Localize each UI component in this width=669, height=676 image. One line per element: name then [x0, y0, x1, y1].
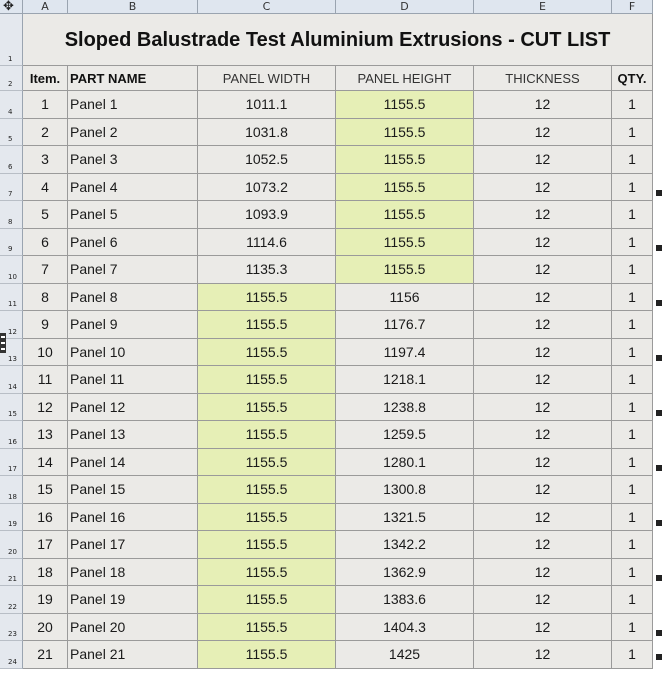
item-cell[interactable]: 13 — [23, 421, 68, 449]
panel-width-cell[interactable]: 1155.5 — [198, 531, 336, 559]
row-number: 4 — [8, 107, 13, 116]
row-number: 9 — [8, 245, 13, 253]
item-cell[interactable]: 1 — [23, 91, 68, 119]
qty-cell[interactable]: 1 — [612, 641, 653, 669]
row-header[interactable] — [0, 476, 23, 504]
item-cell[interactable]: 5 — [23, 201, 68, 229]
panel-height-cell[interactable]: 1300.8 — [336, 476, 474, 504]
thickness-cell[interactable]: 12 — [474, 119, 612, 147]
item-cell[interactable]: 10 — [23, 339, 68, 367]
qty-cell[interactable]: 1 — [612, 421, 653, 449]
part-name-cell[interactable]: Panel 2 — [68, 119, 198, 147]
header-part-name: PART NAME — [68, 66, 198, 91]
panel-width-cell[interactable]: 1073.2 — [198, 174, 336, 202]
panel-width-cell[interactable]: 1155.5 — [198, 586, 336, 614]
item-cell[interactable]: 14 — [23, 449, 68, 477]
item-cell[interactable]: 2 — [23, 119, 68, 147]
table-title: Sloped Balustrade Test Aluminium Extrusions - CUT LIST — [23, 14, 653, 66]
row-number: 1 — [8, 55, 13, 63]
row-header[interactable] — [0, 449, 23, 477]
panel-width-cell[interactable]: 1155.5 — [198, 614, 336, 642]
row-number: 14 — [8, 382, 17, 391]
thickness-cell[interactable]: 12 — [474, 641, 612, 669]
panel-height-cell[interactable]: 1155.5 — [336, 201, 474, 229]
item-cell[interactable]: 17 — [23, 531, 68, 559]
right-margin — [653, 14, 669, 672]
panel-width-cell[interactable]: 1155.5 — [198, 394, 336, 422]
thickness-cell[interactable]: 12 — [474, 394, 612, 422]
row-header[interactable] — [0, 119, 23, 147]
qty-cell[interactable]: 1 — [612, 284, 653, 312]
row-number: 16 — [8, 437, 17, 446]
item-cell[interactable]: 11 — [23, 366, 68, 394]
header-qty: QTY. — [612, 66, 653, 91]
qty-cell[interactable]: 1 — [612, 311, 653, 339]
row-header[interactable] — [0, 284, 23, 312]
thickness-cell[interactable]: 12 — [474, 284, 612, 312]
panel-height-cell[interactable]: 1155.5 — [336, 174, 474, 202]
panel-width-cell[interactable]: 1155.5 — [198, 284, 336, 312]
thickness-cell[interactable]: 12 — [474, 586, 612, 614]
part-name-cell[interactable]: Panel 4 — [68, 174, 198, 202]
part-name-cell[interactable]: Panel 9 — [68, 311, 198, 339]
row-header[interactable] — [0, 586, 23, 614]
panel-width-cell[interactable]: 1155.5 — [198, 559, 336, 587]
panel-height-cell[interactable]: 1197.4 — [336, 339, 474, 367]
row-marker-icon — [656, 355, 662, 361]
thickness-cell[interactable]: 12 — [474, 531, 612, 559]
row-marker-icon — [656, 410, 662, 416]
panel-height-cell[interactable]: 1362.9 — [336, 559, 474, 587]
column-header-d[interactable]: D — [336, 0, 474, 14]
row-header[interactable] — [0, 229, 23, 257]
row-number: 24 — [8, 657, 17, 666]
panel-width-cell[interactable]: 1031.8 — [198, 119, 336, 147]
item-cell[interactable]: 9 — [23, 311, 68, 339]
row-number: 10 — [8, 272, 17, 281]
thickness-cell[interactable]: 12 — [474, 201, 612, 229]
row-number: 20 — [8, 547, 17, 556]
row-number: 12 — [8, 327, 17, 336]
row-markers — [653, 14, 669, 672]
item-cell[interactable]: 6 — [23, 229, 68, 257]
part-name-cell[interactable]: Panel 3 — [68, 146, 198, 174]
item-cell[interactable]: 18 — [23, 559, 68, 587]
table-move-handle[interactable] — [0, 0, 23, 14]
thickness-cell[interactable]: 12 — [474, 146, 612, 174]
thickness-cell[interactable]: 12 — [474, 559, 612, 587]
row-marker-icon — [656, 630, 662, 636]
part-name-cell[interactable]: Panel 20 — [68, 614, 198, 642]
part-name-cell[interactable]: Panel 12 — [68, 394, 198, 422]
qty-cell[interactable]: 1 — [612, 366, 653, 394]
item-cell[interactable]: 4 — [23, 174, 68, 202]
panel-width-cell[interactable]: 1114.6 — [198, 229, 336, 257]
item-cell[interactable]: 20 — [23, 614, 68, 642]
part-name-cell[interactable]: Panel 7 — [68, 256, 198, 284]
row-number: 13 — [8, 355, 17, 363]
part-name-cell[interactable]: Panel 14 — [68, 449, 198, 477]
qty-cell[interactable]: 1 — [612, 531, 653, 559]
panel-height-cell[interactable]: 1176.7 — [336, 311, 474, 339]
qty-cell[interactable]: 1 — [612, 229, 653, 257]
panel-width-cell[interactable]: 1135.3 — [198, 256, 336, 284]
row-number: 23 — [8, 630, 17, 638]
qty-cell[interactable]: 1 — [612, 449, 653, 477]
row-header[interactable] — [0, 394, 23, 422]
row-number: 18 — [8, 492, 17, 501]
thickness-cell[interactable]: 12 — [474, 174, 612, 202]
row-header[interactable] — [0, 421, 23, 449]
thickness-cell[interactable]: 12 — [474, 229, 612, 257]
panel-height-cell[interactable]: 1383.6 — [336, 586, 474, 614]
row-header[interactable] — [0, 531, 23, 559]
panel-height-cell[interactable]: 1280.1 — [336, 449, 474, 477]
row-header[interactable] — [0, 504, 23, 532]
panel-height-cell[interactable]: 1155.5 — [336, 256, 474, 284]
qty-cell[interactable]: 1 — [612, 339, 653, 367]
thickness-cell[interactable]: 12 — [474, 256, 612, 284]
qty-cell[interactable]: 1 — [612, 146, 653, 174]
row-number: 15 — [8, 410, 17, 418]
item-cell[interactable]: 19 — [23, 586, 68, 614]
row-header[interactable] — [0, 641, 23, 669]
qty-cell[interactable]: 1 — [612, 119, 653, 147]
qty-cell[interactable]: 1 — [612, 614, 653, 642]
thickness-cell[interactable]: 12 — [474, 421, 612, 449]
row-header[interactable] — [0, 91, 23, 119]
panel-height-cell[interactable]: 1321.5 — [336, 504, 474, 532]
qty-cell[interactable]: 1 — [612, 256, 653, 284]
row-marker-icon — [656, 575, 662, 581]
column-header-b[interactable]: B — [68, 0, 198, 14]
header-panel-width: PANEL WIDTH — [198, 66, 336, 91]
panel-height-cell[interactable]: 1155.5 — [336, 91, 474, 119]
thickness-cell[interactable]: 12 — [474, 504, 612, 532]
row-marker-icon — [656, 520, 662, 526]
panel-height-cell[interactable]: 1238.8 — [336, 394, 474, 422]
panel-width-cell[interactable]: 1155.5 — [198, 476, 336, 504]
qty-cell[interactable]: 1 — [612, 174, 653, 202]
row-number: 19 — [8, 520, 17, 528]
panel-height-cell[interactable]: 1259.5 — [336, 421, 474, 449]
row-header[interactable] — [0, 66, 23, 91]
item-cell[interactable]: 16 — [23, 504, 68, 532]
qty-cell[interactable]: 1 — [612, 201, 653, 229]
item-cell[interactable]: 12 — [23, 394, 68, 422]
header-panel-height: PANEL HEIGHT — [336, 66, 474, 91]
part-name-cell[interactable]: Panel 11 — [68, 366, 198, 394]
row-header[interactable] — [0, 559, 23, 587]
thickness-cell[interactable]: 12 — [474, 311, 612, 339]
qty-cell[interactable]: 1 — [612, 476, 653, 504]
item-cell[interactable]: 7 — [23, 256, 68, 284]
thickness-cell[interactable]: 12 — [474, 476, 612, 504]
row-number: 7 — [8, 190, 13, 198]
row-header[interactable] — [0, 146, 23, 174]
part-name-cell[interactable]: Panel 17 — [68, 531, 198, 559]
part-name-cell[interactable]: Panel 21 — [68, 641, 198, 669]
row-header[interactable] — [0, 614, 23, 642]
column-header-e[interactable]: E — [474, 0, 612, 14]
part-name-cell[interactable]: Panel 8 — [68, 284, 198, 312]
thickness-cell[interactable]: 12 — [474, 91, 612, 119]
row-resize-handle-icon[interactable] — [0, 333, 6, 353]
panel-width-cell[interactable]: 1052.5 — [198, 146, 336, 174]
panel-width-cell[interactable]: 1155.5 — [198, 339, 336, 367]
part-name-cell[interactable]: Panel 6 — [68, 229, 198, 257]
row-number: 5 — [8, 135, 13, 143]
thickness-cell[interactable]: 12 — [474, 614, 612, 642]
panel-width-cell[interactable]: 1155.5 — [198, 366, 336, 394]
row-number: 22 — [8, 602, 17, 611]
row-marker-icon — [656, 654, 662, 660]
row-header[interactable] — [0, 201, 23, 229]
row-marker-icon — [656, 465, 662, 471]
part-name-cell[interactable]: Panel 16 — [68, 504, 198, 532]
panel-width-cell[interactable]: 1155.5 — [198, 311, 336, 339]
panel-height-cell[interactable]: 1155.5 — [336, 146, 474, 174]
item-cell[interactable]: 8 — [23, 284, 68, 312]
move-icon[interactable]: ✥ — [3, 0, 14, 14]
row-header[interactable] — [0, 366, 23, 394]
item-cell[interactable]: 3 — [23, 146, 68, 174]
row-number: 11 — [8, 300, 17, 308]
panel-width-cell[interactable]: 1011.1 — [198, 91, 336, 119]
qty-cell[interactable]: 1 — [612, 394, 653, 422]
panel-height-cell[interactable]: 1425 — [336, 641, 474, 669]
header-thickness: THICKNESS — [474, 66, 612, 91]
row-number: 21 — [8, 575, 17, 583]
panel-height-cell[interactable]: 1156 — [336, 284, 474, 312]
part-name-cell[interactable]: Panel 5 — [68, 201, 198, 229]
row-number: 6 — [8, 162, 13, 171]
panel-width-cell[interactable]: 1155.5 — [198, 421, 336, 449]
item-cell[interactable]: 15 — [23, 476, 68, 504]
thickness-cell[interactable]: 12 — [474, 449, 612, 477]
row-header[interactable] — [0, 256, 23, 284]
qty-cell[interactable]: 1 — [612, 504, 653, 532]
panel-height-cell[interactable]: 1342.2 — [336, 531, 474, 559]
panel-height-cell[interactable]: 1404.3 — [336, 614, 474, 642]
thickness-cell[interactable]: 12 — [474, 366, 612, 394]
item-cell[interactable]: 21 — [23, 641, 68, 669]
column-header-a[interactable]: A — [23, 0, 68, 14]
panel-width-cell[interactable]: 1155.5 — [198, 449, 336, 477]
part-name-cell[interactable]: Panel 1 — [68, 91, 198, 119]
panel-width-cell[interactable]: 1093.9 — [198, 201, 336, 229]
part-name-cell[interactable]: Panel 18 — [68, 559, 198, 587]
row-marker-icon — [656, 245, 662, 251]
qty-cell[interactable]: 1 — [612, 559, 653, 587]
panel-height-cell[interactable]: 1155.5 — [336, 119, 474, 147]
qty-cell[interactable]: 1 — [612, 586, 653, 614]
column-header-c[interactable]: C — [198, 0, 336, 14]
part-name-cell[interactable]: Panel 15 — [68, 476, 198, 504]
qty-cell[interactable]: 1 — [612, 91, 653, 119]
row-header[interactable] — [0, 174, 23, 202]
row-marker-icon — [656, 300, 662, 306]
row-number: 8 — [8, 217, 13, 226]
part-name-cell[interactable]: Panel 19 — [68, 586, 198, 614]
part-name-cell[interactable]: Panel 10 — [68, 339, 198, 367]
row-header[interactable] — [0, 14, 23, 66]
row-marker-icon — [656, 190, 662, 196]
panel-width-cell[interactable]: 1155.5 — [198, 504, 336, 532]
panel-height-cell[interactable]: 1218.1 — [336, 366, 474, 394]
part-name-cell[interactable]: Panel 13 — [68, 421, 198, 449]
row-number: 17 — [8, 465, 17, 473]
panel-height-cell[interactable]: 1155.5 — [336, 229, 474, 257]
row-number: 2 — [8, 80, 13, 88]
header-item: Item. — [23, 66, 68, 91]
panel-width-cell[interactable]: 1155.5 — [198, 641, 336, 669]
thickness-cell[interactable]: 12 — [474, 339, 612, 367]
column-header-f[interactable]: F — [612, 0, 653, 14]
